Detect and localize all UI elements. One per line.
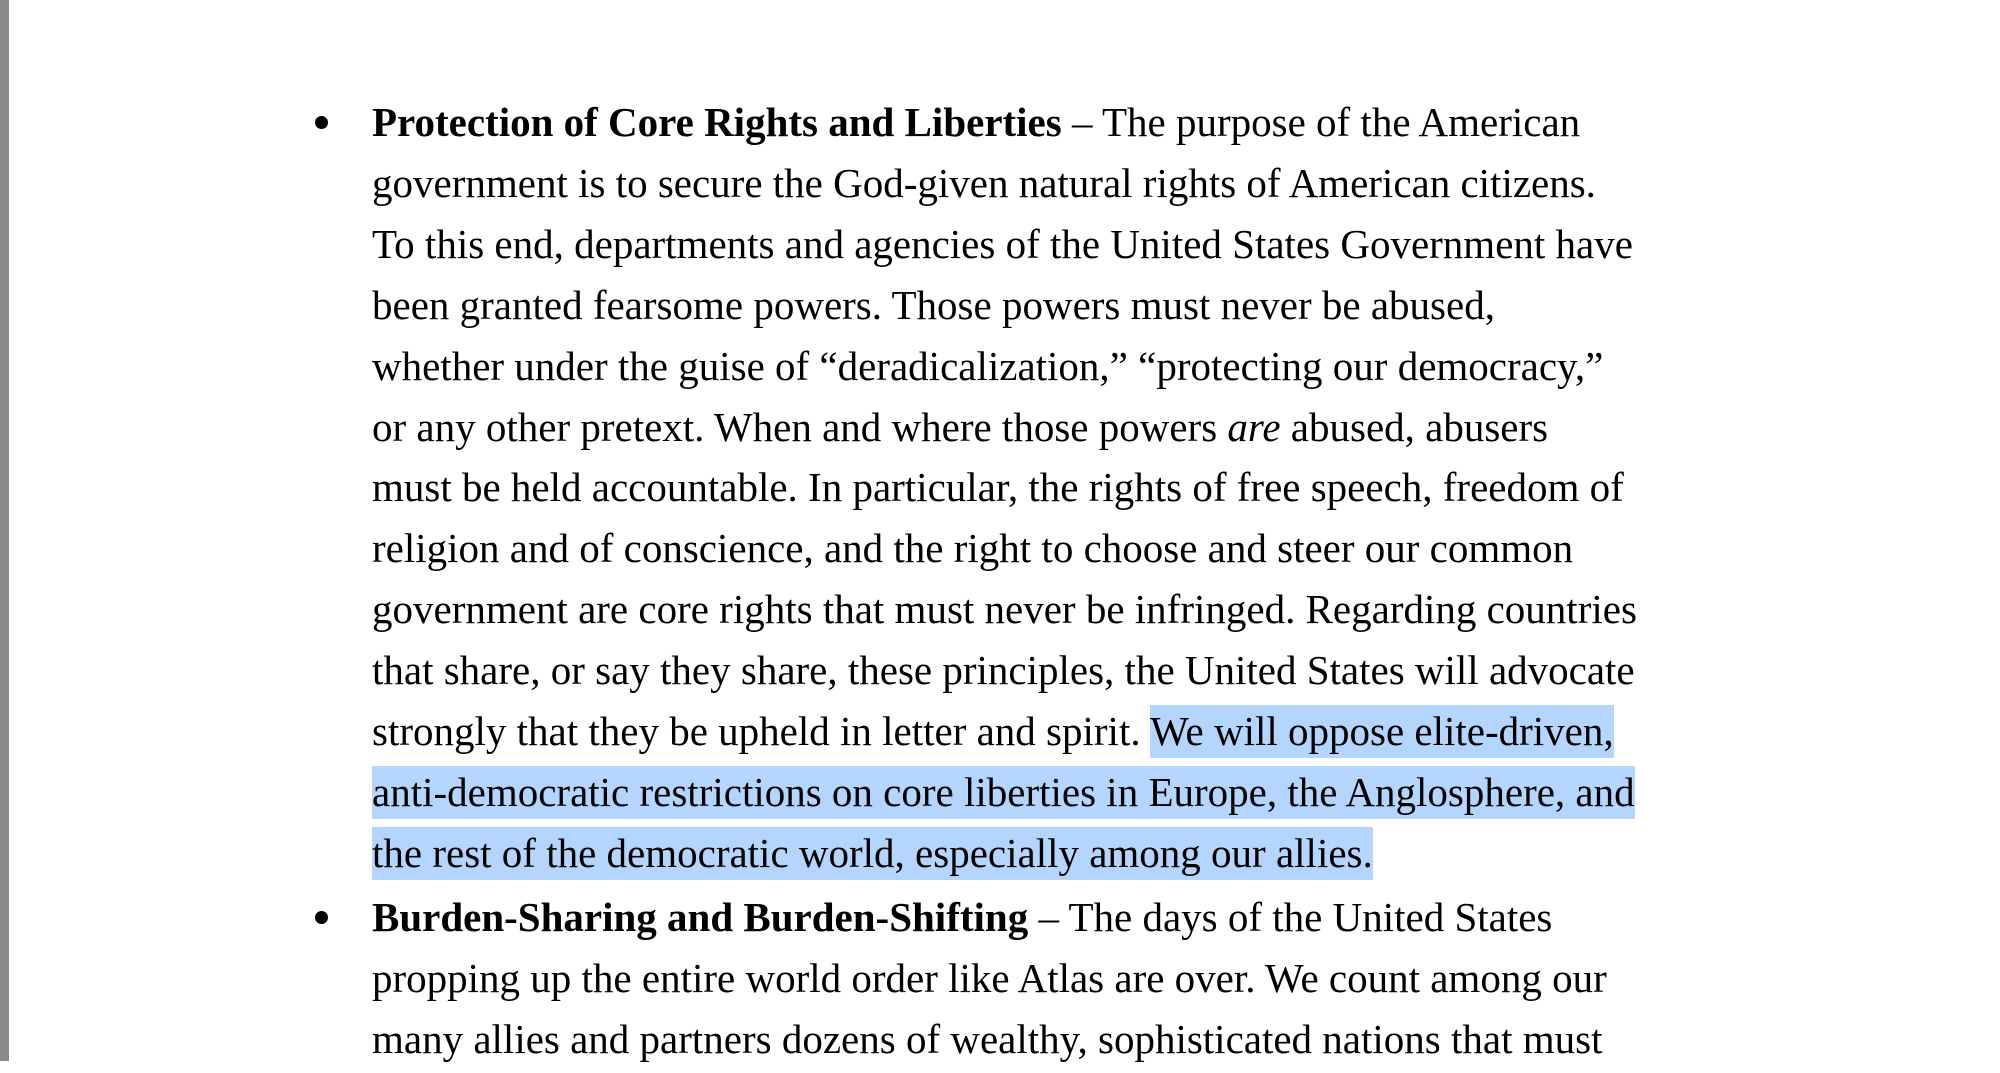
body-text: that share, or say they share, these principles, the United States will advocate xyxy=(372,647,1635,694)
bullet-item xyxy=(315,92,1805,884)
text-line xyxy=(372,887,1805,948)
body-text: whether under the guise of “deradicalization,” “protecting our democracy,” xyxy=(372,342,1604,389)
body-text: must be held accountable. In particular, the rights of free speech, freedom of xyxy=(372,464,1624,511)
bullet-item xyxy=(315,887,1805,1070)
text-line xyxy=(372,640,1805,701)
text-line xyxy=(372,275,1805,336)
text-line xyxy=(372,153,1805,214)
selected-text: the rest of the democratic world, especially among our allies. xyxy=(372,827,1373,880)
text-line xyxy=(372,92,1805,153)
text-line xyxy=(372,701,1805,762)
body-text: To this end, departments and agencies of the United States Government have xyxy=(372,220,1633,267)
viewer-left-edge xyxy=(0,0,9,1061)
text-line xyxy=(372,948,1805,1009)
text-line xyxy=(372,823,1805,884)
text-line xyxy=(372,457,1805,518)
body-text: religion and of conscience, and the right to choose and steer our common xyxy=(372,525,1574,572)
text-line xyxy=(372,1009,1805,1070)
selected-text: We will oppose elite-driven, xyxy=(1150,705,1614,758)
body-text: been granted fearsome powers. Those powers must never be abused, xyxy=(372,281,1495,328)
body-text: – The purpose of the American xyxy=(1061,99,1581,145)
text-line xyxy=(372,762,1805,823)
body-text: government are core rights that must never be infringed. Regarding countries xyxy=(372,586,1637,633)
body-text: propping up the entire world order like Atlas are over. We count among our xyxy=(372,954,1607,1001)
text-line xyxy=(372,397,1805,458)
bullet-dot-icon xyxy=(315,116,328,129)
emphasis-text: are xyxy=(1227,403,1281,450)
text-line xyxy=(372,214,1805,275)
body-text: many allies and partners dozens of wealthy, sophisticated nations that must xyxy=(372,1015,1603,1062)
bullet-heading: Burden-Sharing and Burden-Shifting xyxy=(372,893,1029,940)
body-text: – The days of the United States xyxy=(1028,893,1553,940)
text-line xyxy=(372,518,1805,579)
body-text: government is to secure the God-given natural rights of American citizens. xyxy=(372,159,1596,206)
selected-text: anti-democratic restrictions on core liberties in Europe, the Anglosphere, and xyxy=(372,766,1635,819)
bullet-dot-icon xyxy=(315,911,328,924)
text-line xyxy=(372,579,1805,640)
bullet-list xyxy=(315,92,1805,1073)
document-page xyxy=(9,0,2000,1061)
text-line xyxy=(372,336,1805,397)
bullet-heading: Protection of Core Rights and Liberties xyxy=(372,99,1062,145)
body-text: or any other pretext. When and where those powers xyxy=(372,403,1228,450)
body-text: abused, abusers xyxy=(1280,403,1549,450)
body-text: strongly that they be upheld in letter and spirit. xyxy=(372,708,1151,755)
